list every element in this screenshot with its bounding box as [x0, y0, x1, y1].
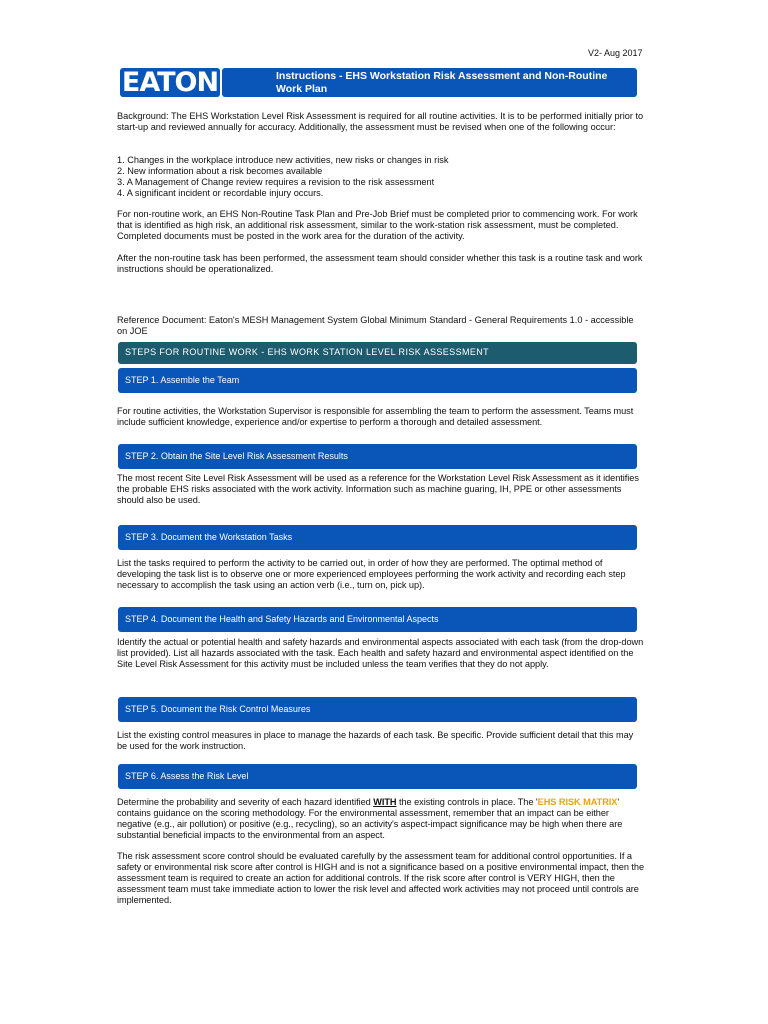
step-4-header: STEP 4. Document the Health and Safety Hazards and Environmental Aspects — [118, 607, 637, 632]
eaton-logo — [120, 68, 220, 97]
step-6-text-part: the existing controls in place. The ' — [396, 797, 538, 807]
list-item: 4. A significant incident or recordable injury occurs. — [117, 188, 324, 198]
logo-text: EATON — [121, 67, 219, 98]
step-5-text: List the existing control measures in place to manage the hazards of each task. Be specific. Provide sufficient detail that this may be used for the work instruction. — [117, 730, 634, 751]
reference-label: Reference Document: — [117, 315, 207, 325]
list-item: 1. Changes in the workplace introduce new activities, new risks or changes in risk — [117, 155, 449, 165]
step-2-header: STEP 2. Obtain the Site Level Risk Assessment Results — [118, 444, 637, 469]
step-1-text: For routine activities, the Workstation Supervisor is responsible for assembling the team to perform the assessment. Teams must include sufficient knowledge, experience and/or expertise to perform a thorough and detailed assessment. — [117, 406, 634, 427]
step-4-text: Identify the actual or potential health and safety hazards and environmental aspects associated with each task (from the drop-down list provided). List all hazards associated with the task. Each health and safety hazard and environmental aspect identified on the Site Level Risk Assessment for this activity must be included unless the team verifies that they do not apply. — [117, 637, 644, 669]
revision-trigger-list — [117, 155, 645, 199]
non-routine-paragraph: For non-routine work, an EHS Non-Routine Task Plan and Pre-Job Brief must be completed prior to commencing work. For work that is identified as high risk, an additional risk assessment, similar to the work-station risk assessment, must be completed. Completed documents must be posted in the work area for the duration of the activity. — [117, 209, 638, 241]
after-task-paragraph: After the non-routine task has been performed, the assessment team should consider whether this task is a routine task and work instructions should be operationalized. — [117, 253, 643, 274]
step-3-header: STEP 3. Document the Workstation Tasks — [118, 525, 637, 550]
document-title: Instructions - EHS Workstation Risk Assessment and Non-Routine Work Plan — [222, 68, 637, 97]
step-5-header: STEP 5. Document the Risk Control Measures — [118, 697, 637, 722]
background-text: The EHS Workstation Level Risk Assessment is required for all routine activities. It is to be performed initially prior to start-up and reviewed annually for accuracy. Additionally, the assessment must be revised when one of the following occur: — [117, 111, 644, 132]
step-6-text-part: ' contains guidance on the scoring methodology. For the environmental assessment, remember that an impact can be either negative (e.g., air pollution) or positive (e.g., recycling), so an activity's aspect-impact significance may be high when there are substantial beneficial impacts to the environmental from an aspect. — [117, 797, 623, 840]
version-label: V2- Aug 2017 — [588, 48, 643, 58]
step-6-text — [117, 797, 645, 841]
list-item: 2. New information about a risk becomes available — [117, 166, 323, 176]
step-1-header: STEP 1. Assemble the Team — [118, 368, 637, 393]
step-3-text: List the tasks required to perform the activity to be carried out, in order of how they are performed. The optimal method of developing the task list is to observe one or more experienced employees performing the work activity and recording each step necessary to accomplish the task using an action verb (i.e., turn on, pick up). — [117, 558, 626, 590]
reference-document — [117, 315, 645, 337]
routine-work-header: STEPS FOR ROUTINE WORK - EHS WORK STATION LEVEL RISK ASSESSMENT — [118, 342, 637, 364]
step-2-text: The most recent Site Level Risk Assessment will be used as a reference for the Workstation Level Risk Assessment as it identifies the probable EHS risks associated with the work activity. Information such as machine guaring, IH, PPE or other assessments should also be used. — [117, 473, 639, 505]
list-item: 3. A Management of Change review requires a revision to the risk assessment — [117, 177, 435, 187]
with-emphasis: WITH — [373, 797, 397, 807]
ehs-risk-matrix-link[interactable]: EHS RISK MATRIX — [537, 797, 618, 807]
step-6-header: STEP 6. Assess the Risk Level — [118, 764, 637, 789]
step-6-text-2: The risk assessment score control should be evaluated carefully by the assessment team for additional control opportunities. If a safety or environmental risk score after control is HIGH and is not a significance based on a positive environmental impact, then the assessment team is required to create an action for additional controls. If the risk score after control is VERY HIGH, then the assessment team must take immediate action to lower the risk level and affected work activities may not proceed until controls are implemented. — [117, 851, 645, 905]
background-paragraph — [117, 111, 645, 133]
step-6-text-part: Determine the probability and severity of each hazard identified — [117, 797, 374, 807]
background-label: Background: — [117, 111, 169, 121]
reference-text: Eaton's MESH Management System Global Minimum Standard - General Requirements 1.0 - accessible on JOE — [117, 315, 634, 336]
